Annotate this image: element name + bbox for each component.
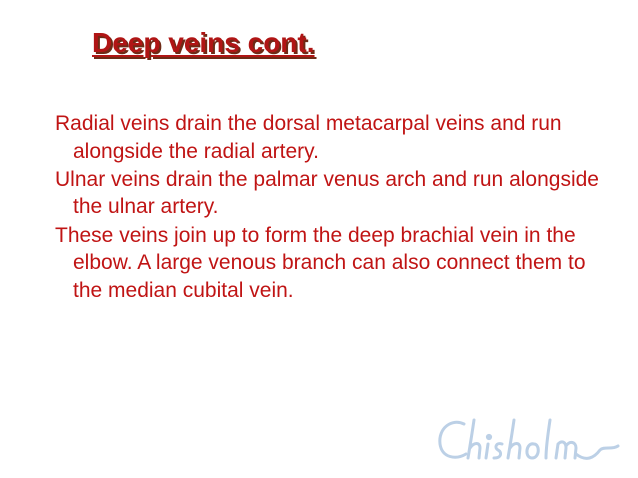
paragraph-radial-veins: Radial veins drain the dorsal metacarpal veins and run alongside the radial artery. (55, 112, 562, 163)
paragraph-ulnar-veins: Ulnar veins drain the palmar venus arch and run alongside the ulnar artery. (55, 167, 599, 219)
slide-title: Deep veins cont. (92, 27, 315, 58)
chisholm-logo (434, 414, 622, 474)
paragraph-brachial-vein: These veins join up to form the deep brachial vein in the elbow. A large venous branch can also connect them to the median cubital vein. (55, 223, 586, 302)
body-text-list (55, 110, 615, 305)
